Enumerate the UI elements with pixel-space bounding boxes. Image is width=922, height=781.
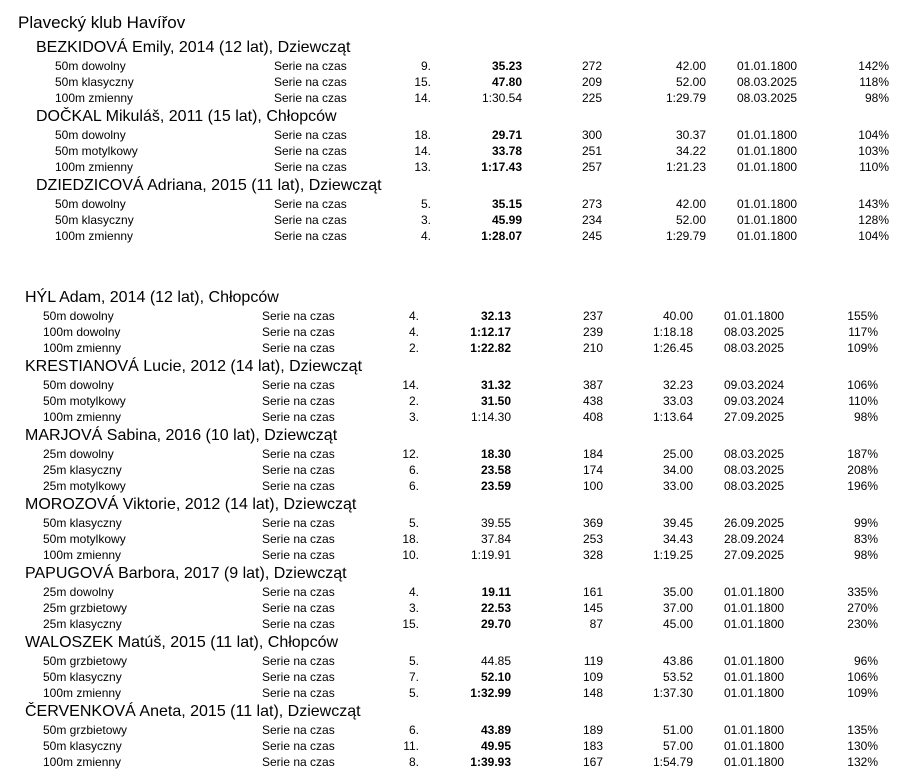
result-row [0, 669, 922, 685]
limit-date: 08.03.2025 [724, 447, 785, 461]
place: 14. [414, 144, 431, 158]
points: 210 [582, 341, 603, 355]
series-type: Serie na czas [262, 723, 335, 737]
place: 3. [420, 213, 431, 227]
limit-time: 52.00 [675, 213, 706, 227]
limit-time: 34.43 [662, 532, 693, 546]
points: 387 [582, 378, 603, 392]
result-row [0, 228, 922, 244]
series-type: Serie na czas [262, 532, 335, 546]
limit-time: 1:18.18 [652, 325, 693, 339]
limit-time: 32.23 [662, 378, 693, 392]
event-name: 100m zmienny [43, 686, 122, 700]
swimmer-block [0, 175, 922, 244]
limit-date: 01.01.1800 [724, 617, 785, 631]
swimmer-name: MOROZOVÁ Viktorie, 2012 (14 lat), Dziewcząt [25, 496, 357, 513]
limit-date: 01.01.1800 [724, 686, 785, 700]
limit-time: 1:19.25 [652, 548, 693, 562]
series-type: Serie na czas [262, 755, 335, 769]
result-row [0, 58, 922, 74]
limit-date: 01.01.1800 [737, 59, 798, 73]
limit-time: 34.22 [675, 144, 706, 158]
result-row [0, 515, 922, 531]
result-time: 35.15 [491, 197, 522, 211]
series-type: Serie na czas [262, 394, 335, 408]
place: 4. [408, 309, 419, 323]
result-time: 1:22.82 [470, 341, 511, 355]
series-type: Serie na czas [274, 229, 347, 243]
result-row [0, 159, 922, 175]
percent: 230% [847, 617, 878, 631]
place: 10. [402, 548, 419, 562]
result-time: 52.10 [480, 670, 511, 684]
result-row [0, 722, 922, 738]
result-time: 29.71 [491, 128, 522, 142]
place: 18. [414, 128, 431, 142]
points: 328 [582, 548, 603, 562]
event-name: 100m zmienny [43, 548, 122, 562]
result-row [0, 653, 922, 669]
series-type: Serie na czas [262, 654, 335, 668]
event-name: 100m zmienny [43, 755, 122, 769]
result-row [0, 600, 922, 616]
result-time: 47.80 [491, 75, 522, 89]
result-row [0, 547, 922, 563]
swimmer-name: BEZKIDOVÁ Emily, 2014 (12 lat), Dziewcząt [36, 39, 351, 56]
place: 3. [408, 601, 419, 615]
result-row [0, 462, 922, 478]
swimmer-block [0, 37, 922, 106]
series-type: Serie na czas [262, 601, 335, 615]
result-time: 31.50 [480, 394, 511, 408]
percent: 110% [859, 160, 889, 174]
limit-time: 1:37.30 [652, 686, 693, 700]
limit-date: 01.01.1800 [737, 229, 798, 243]
percent: 104% [858, 229, 889, 243]
place: 5. [408, 654, 419, 668]
limit-time: 53.52 [662, 670, 693, 684]
result-time: 29.70 [480, 617, 511, 631]
event-name: 50m motylkowy [55, 144, 138, 158]
limit-date: 01.01.1800 [724, 739, 785, 753]
limit-date: 01.01.1800 [737, 160, 798, 174]
points: 225 [581, 91, 602, 105]
result-time: 49.95 [480, 739, 511, 753]
result-time: 32.13 [480, 309, 511, 323]
event-name: 50m dowolny [55, 197, 126, 211]
limit-time: 40.00 [662, 309, 693, 323]
limit-time: 42.00 [675, 197, 706, 211]
event-name: 100m zmienny [43, 341, 122, 355]
limit-time: 1:54.79 [652, 755, 693, 769]
place: 6. [408, 479, 419, 493]
points: 251 [581, 144, 602, 158]
series-type: Serie na czas [262, 585, 335, 599]
points: 257 [581, 160, 602, 174]
event-name: 100m zmienny [43, 410, 122, 424]
event-name: 50m dowolny [43, 309, 114, 323]
result-time: 1:19.91 [470, 548, 511, 562]
percent: 142% [858, 59, 889, 73]
event-name: 50m motylkowy [43, 532, 126, 546]
percent: 98% [864, 91, 889, 105]
place: 7. [408, 670, 419, 684]
points: 161 [582, 585, 603, 599]
result-row [0, 90, 922, 106]
series-type: Serie na czas [274, 59, 347, 73]
event-name: 25m dowolny [43, 447, 114, 461]
swimmer-name: HÝL Adam, 2014 (12 lat), Chłopców [25, 289, 279, 306]
limit-date: 08.03.2025 [724, 325, 785, 339]
limit-date: 01.01.1800 [724, 670, 785, 684]
place: 5. [420, 197, 431, 211]
result-row [0, 143, 922, 159]
points: 438 [582, 394, 603, 408]
points: 239 [582, 325, 603, 339]
place: 3. [408, 410, 419, 424]
series-type: Serie na czas [262, 325, 335, 339]
limit-date: 09.03.2024 [724, 394, 785, 408]
event-name: 100m zmienny [55, 160, 134, 174]
points: 145 [582, 601, 603, 615]
percent: 128% [858, 213, 889, 227]
place: 4. [420, 229, 431, 243]
percent: 96% [853, 654, 878, 668]
percent: 104% [858, 128, 889, 142]
limit-date: 01.01.1800 [737, 213, 798, 227]
place: 4. [408, 325, 419, 339]
series-type: Serie na czas [262, 410, 335, 424]
result-row [0, 212, 922, 228]
swimmer-block [0, 701, 922, 770]
limit-date: 01.01.1800 [724, 585, 785, 599]
event-name: 25m motylkowy [43, 479, 126, 493]
percent: 208% [847, 463, 878, 477]
place: 18. [402, 532, 419, 546]
limit-time: 1:13.64 [652, 410, 693, 424]
event-name: 100m dowolny [43, 325, 121, 339]
result-time: 37.84 [480, 532, 511, 546]
percent: 155% [847, 309, 878, 323]
percent: 135% [847, 723, 878, 737]
result-time: 44.85 [480, 654, 511, 668]
limit-time: 33.03 [662, 394, 693, 408]
result-row [0, 393, 922, 409]
result-row [0, 478, 922, 494]
place: 14. [414, 91, 431, 105]
points: 273 [581, 197, 602, 211]
percent: 118% [859, 75, 889, 89]
event-name: 50m dowolny [55, 59, 126, 73]
percent: 110% [848, 394, 878, 408]
place: 6. [408, 463, 419, 477]
result-time: 39.55 [480, 516, 511, 530]
result-time: 22.53 [480, 601, 511, 615]
result-time: 1:12.17 [470, 325, 511, 339]
percent: 106% [847, 378, 878, 392]
limit-time: 25.00 [662, 447, 693, 461]
limit-date: 08.03.2025 [724, 463, 785, 477]
result-time: 35.23 [491, 59, 522, 73]
result-time: 31.32 [480, 378, 511, 392]
percent: 335% [847, 585, 878, 599]
results-section-b [0, 287, 922, 770]
swimmer-block [0, 494, 922, 563]
results-section-a [0, 37, 922, 244]
series-type: Serie na czas [274, 75, 347, 89]
points: 174 [582, 463, 603, 477]
limit-time: 1:26.45 [652, 341, 693, 355]
result-row [0, 308, 922, 324]
swimmer-name: DOČKAL Mikuláš, 2011 (15 lat), Chłopców [36, 108, 337, 125]
series-type: Serie na czas [262, 479, 335, 493]
limit-time: 35.00 [662, 585, 693, 599]
percent: 117% [848, 325, 878, 339]
points: 245 [581, 229, 602, 243]
place: 15. [402, 617, 419, 631]
result-row [0, 584, 922, 600]
limit-date: 09.03.2024 [724, 378, 785, 392]
series-type: Serie na czas [274, 213, 347, 227]
result-time: 23.59 [480, 479, 511, 493]
limit-date: 08.03.2025 [724, 341, 785, 355]
place: 2. [408, 341, 419, 355]
points: 87 [589, 617, 603, 631]
limit-time: 43.86 [662, 654, 693, 668]
limit-date: 08.03.2025 [737, 91, 798, 105]
limit-time: 51.00 [662, 723, 693, 737]
series-type: Serie na czas [262, 686, 335, 700]
place: 15. [414, 75, 431, 89]
place: 8. [408, 755, 419, 769]
place: 4. [408, 585, 419, 599]
swimmer-name: ČERVENKOVÁ Aneta, 2015 (11 lat), Dziewcząt [25, 703, 361, 720]
limit-date: 27.09.2025 [724, 548, 785, 562]
series-type: Serie na czas [262, 516, 335, 530]
points: 109 [582, 670, 603, 684]
swimmer-name: KRESTIANOVÁ Lucie, 2012 (14 lat), Dziewcząt [25, 358, 363, 375]
place: 6. [408, 723, 419, 737]
points: 408 [582, 410, 603, 424]
result-time: 1:14.30 [470, 410, 511, 424]
series-type: Serie na czas [262, 309, 335, 323]
series-type: Serie na czas [274, 128, 347, 142]
limit-date: 01.01.1800 [724, 309, 785, 323]
percent: 132% [847, 755, 878, 769]
result-row [0, 377, 922, 393]
series-type: Serie na czas [262, 670, 335, 684]
series-type: Serie na czas [262, 739, 335, 753]
percent: 143% [858, 197, 889, 211]
limit-date: 08.03.2025 [724, 479, 785, 493]
event-name: 50m motylkowy [43, 394, 126, 408]
points: 148 [582, 686, 603, 700]
points: 209 [581, 75, 602, 89]
series-type: Serie na czas [262, 447, 335, 461]
percent: 98% [853, 410, 878, 424]
limit-time: 52.00 [675, 75, 706, 89]
swimmer-block [0, 425, 922, 494]
limit-time: 33.00 [662, 479, 693, 493]
limit-time: 1:29.79 [665, 229, 706, 243]
event-name: 50m klasyczny [43, 670, 122, 684]
limit-date: 01.01.1800 [737, 197, 798, 211]
event-name: 25m klasyczny [43, 463, 122, 477]
limit-time: 39.45 [662, 516, 693, 530]
series-type: Serie na czas [262, 463, 335, 477]
result-row [0, 409, 922, 425]
swimmer-block [0, 356, 922, 425]
limit-time: 1:29.79 [665, 91, 706, 105]
place: 14. [402, 378, 419, 392]
limit-time: 37.00 [662, 601, 693, 615]
points: 183 [582, 739, 603, 753]
percent: 83% [853, 532, 878, 546]
result-row [0, 616, 922, 632]
percent: 106% [847, 670, 878, 684]
percent: 103% [858, 144, 889, 158]
swimmer-block [0, 563, 922, 632]
points: 167 [582, 755, 603, 769]
result-row [0, 127, 922, 143]
result-time: 45.99 [491, 213, 522, 227]
result-row [0, 685, 922, 701]
limit-date: 01.01.1800 [737, 144, 798, 158]
swimmer-block [0, 106, 922, 175]
points: 272 [581, 59, 602, 73]
points: 300 [581, 128, 602, 142]
percent: 109% [847, 341, 878, 355]
points: 234 [581, 213, 602, 227]
event-name: 50m klasyczny [55, 75, 134, 89]
result-row [0, 324, 922, 340]
result-time: 1:39.93 [470, 755, 511, 769]
place: 5. [408, 686, 419, 700]
result-row [0, 738, 922, 754]
limit-date: 26.09.2025 [724, 516, 785, 530]
place: 13. [414, 160, 431, 174]
limit-time: 57.00 [662, 739, 693, 753]
swimmer-name: MARJOVÁ Sabina, 2016 (10 lat), Dziewcząt [25, 427, 338, 444]
swimmer-block [0, 287, 922, 356]
limit-date: 01.01.1800 [724, 755, 785, 769]
series-type: Serie na czas [274, 197, 347, 211]
points: 237 [582, 309, 603, 323]
series-type: Serie na czas [262, 341, 335, 355]
percent: 270% [847, 601, 878, 615]
series-type: Serie na czas [262, 617, 335, 631]
event-name: 25m grzbietowy [43, 601, 128, 615]
event-name: 100m zmienny [55, 91, 134, 105]
result-time: 1:17.43 [481, 160, 522, 174]
event-name: 50m klasyczny [43, 739, 122, 753]
result-row [0, 754, 922, 770]
limit-time: 1:21.23 [665, 160, 706, 174]
points: 119 [583, 654, 603, 668]
event-name: 50m grzbietowy [43, 654, 128, 668]
result-time: 1:32.99 [470, 686, 511, 700]
event-name: 50m dowolny [55, 128, 126, 142]
result-row [0, 74, 922, 90]
event-name: 50m dowolny [43, 378, 114, 392]
result-row [0, 446, 922, 462]
series-type: Serie na czas [274, 144, 347, 158]
event-name: 25m klasyczny [43, 617, 122, 631]
club-title: Plavecký klub Havířov [18, 13, 186, 32]
limit-date: 01.01.1800 [724, 723, 785, 737]
percent: 187% [847, 447, 878, 461]
swimmer-name: WALOSZEK Matúš, 2015 (11 lat), Chłopców [25, 634, 339, 651]
points: 369 [582, 516, 603, 530]
series-type: Serie na czas [274, 91, 347, 105]
swimmer-name: DZIEDZICOVÁ Adriana, 2015 (11 lat), Dziewcząt [36, 177, 382, 194]
limit-time: 30.37 [675, 128, 706, 142]
series-type: Serie na czas [262, 378, 335, 392]
result-row [0, 196, 922, 212]
limit-date: 08.03.2025 [737, 75, 798, 89]
points: 100 [582, 479, 603, 493]
result-row [0, 340, 922, 356]
event-name: 50m grzbietowy [43, 723, 128, 737]
percent: 196% [847, 479, 878, 493]
points: 184 [582, 447, 603, 461]
limit-date: 27.09.2025 [724, 410, 785, 424]
result-time: 18.30 [480, 447, 511, 461]
limit-date: 01.01.1800 [724, 601, 785, 615]
place: 2. [408, 394, 419, 408]
swimmer-name: PAPUGOVÁ Barbora, 2017 (9 lat), Dziewcząt [25, 565, 347, 582]
series-type: Serie na czas [274, 160, 347, 174]
limit-time: 34.00 [662, 463, 693, 477]
percent: 98% [853, 548, 878, 562]
limit-date: 28.09.2024 [724, 532, 785, 546]
limit-time: 42.00 [675, 59, 706, 73]
points: 253 [582, 532, 603, 546]
points: 189 [582, 723, 603, 737]
event-name: 50m klasyczny [55, 213, 134, 227]
percent: 109% [847, 686, 878, 700]
event-name: 50m klasyczny [43, 516, 122, 530]
event-name: 25m dowolny [43, 585, 114, 599]
series-type: Serie na czas [262, 548, 335, 562]
result-time: 1:30.54 [481, 91, 522, 105]
result-row [0, 531, 922, 547]
result-time: 19.11 [481, 585, 511, 599]
result-time: 33.78 [491, 144, 522, 158]
swimmer-block [0, 632, 922, 701]
place: 12. [402, 447, 419, 461]
limit-date: 01.01.1800 [737, 128, 798, 142]
place: 11. [403, 739, 419, 753]
result-time: 43.89 [480, 723, 511, 737]
limit-time: 45.00 [662, 617, 693, 631]
result-time: 1:28.07 [481, 229, 522, 243]
percent: 99% [853, 516, 878, 530]
place: 9. [420, 59, 431, 73]
percent: 130% [847, 739, 878, 753]
result-time: 23.58 [480, 463, 511, 477]
event-name: 100m zmienny [55, 229, 134, 243]
limit-date: 01.01.1800 [724, 654, 785, 668]
place: 5. [408, 516, 419, 530]
